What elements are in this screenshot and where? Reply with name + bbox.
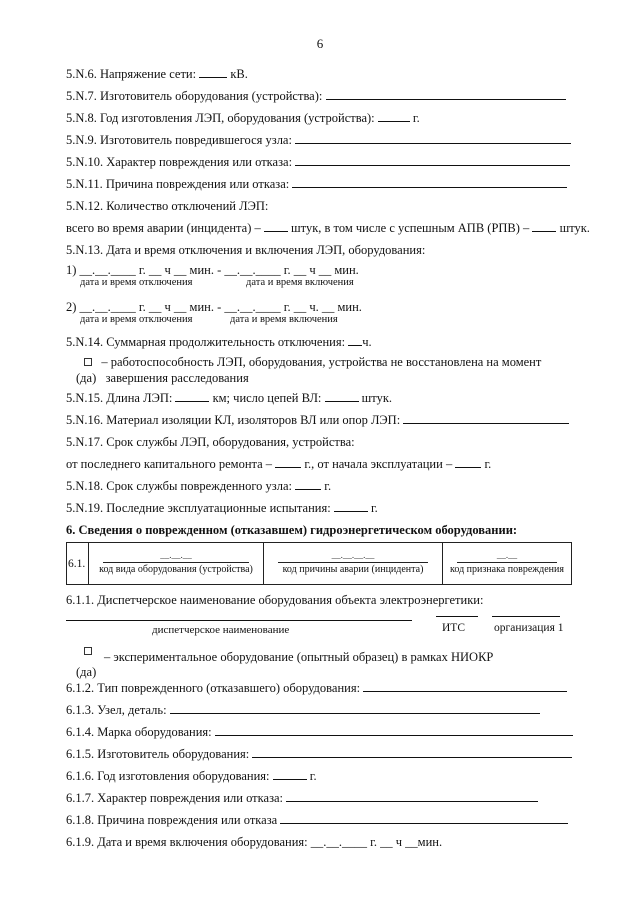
item-614 bbox=[66, 724, 573, 740]
blank-node[interactable] bbox=[170, 702, 540, 714]
caption-dispatch-name: диспетчерское наименование bbox=[152, 624, 290, 636]
label-damage-character: 5.N.10. Характер повреждения или отказа: bbox=[66, 155, 293, 169]
unit-year-2: г. bbox=[484, 457, 492, 471]
item-618 bbox=[66, 812, 568, 828]
label-manufacturer: 5.N.7. Изготовитель оборудования (устройства): bbox=[66, 89, 323, 103]
item-5n12-detail bbox=[66, 220, 590, 236]
label-circuits: км; число цепей ВЛ: bbox=[212, 391, 322, 405]
item-5n8 bbox=[66, 110, 420, 126]
blank-damage-character[interactable] bbox=[295, 154, 570, 166]
blank-node-service[interactable] bbox=[295, 478, 321, 490]
blank-total-outages[interactable] bbox=[264, 220, 288, 232]
item-5n13: 5.N.13. Дата и время отключения и включения ЛЭП, оборудования: bbox=[66, 243, 426, 257]
item-615 bbox=[66, 746, 572, 762]
label-total-duration: 5.N.14. Суммарная продолжительность отключения: bbox=[66, 335, 346, 349]
not-restored-text-2: завершения расследования bbox=[105, 371, 249, 385]
label-total-outages: всего во время аварии (инцидента) – bbox=[66, 221, 261, 235]
datetime-1[interactable]: 1) __.__.____ г. __ ч __ мин. - __.__.____ г. __ ч __ мин. bbox=[66, 263, 359, 277]
dash-equipment-code: __.__.__ bbox=[103, 549, 249, 563]
label-since-start: г., от начала эксплуатации – bbox=[304, 457, 453, 471]
caption-off-2: дата и время отключения bbox=[80, 314, 193, 325]
item-5n19 bbox=[66, 500, 378, 516]
table-row-label: 6.1. bbox=[67, 543, 89, 585]
label-brand: 6.1.4. Марка оборудования: bbox=[66, 725, 212, 739]
blank-insulation[interactable] bbox=[403, 412, 569, 424]
blank-brand[interactable] bbox=[215, 724, 573, 736]
blank-equipment-cause[interactable] bbox=[280, 812, 568, 824]
label-equipment-type: 6.1.2. Тип поврежденного (отказавшего) оборудования: bbox=[66, 681, 361, 695]
unit-pieces-2: штук. bbox=[361, 391, 393, 405]
label-equipment-year: 6.1.6. Год изготовления оборудования: bbox=[66, 769, 270, 783]
dash-cause-code: __.__.__.__ bbox=[278, 549, 428, 563]
item-5n14 bbox=[66, 334, 372, 350]
label-voltage: 5.N.6. Напряжение сети: bbox=[66, 67, 197, 81]
unit-year-3: г. bbox=[324, 479, 332, 493]
blank-since-start[interactable] bbox=[455, 456, 481, 468]
blank-total-duration[interactable] bbox=[348, 334, 362, 346]
dash-damage-code: __.__ bbox=[457, 549, 557, 563]
label-damage-cause: 5.N.11. Причина повреждения или отказа: bbox=[66, 177, 290, 191]
item-619[interactable]: 6.1.9. Дата и время включения оборудования: __.__.____ г. __ ч __мин. bbox=[66, 835, 443, 849]
blank-last-tests[interactable] bbox=[334, 500, 368, 512]
label-node-manufacturer: 5.N.9. Изготовитель повредившегося узла: bbox=[66, 133, 292, 147]
unit-year-4: г. bbox=[370, 501, 378, 515]
blank-voltage[interactable] bbox=[199, 66, 227, 78]
caption-cause-code: код причины аварии (инцидента) bbox=[282, 564, 424, 575]
unit-year-5: г. bbox=[309, 769, 317, 783]
caption-equipment-code: код вида оборудования (устройства) bbox=[99, 564, 253, 575]
label-equipment-cause: 6.1.8. Причина повреждения или отказа bbox=[66, 813, 278, 827]
datetime-2[interactable]: 2) __.__.____ г. __ ч __ мин. - __.__.____ г. __ ч. __ мин. bbox=[66, 300, 362, 314]
not-restored-row-2 bbox=[76, 370, 249, 386]
label-since-repair: от последнего капитального ремонта – bbox=[66, 457, 273, 471]
item-5n10 bbox=[66, 154, 570, 170]
label-equipment-damage: 6.1.7. Характер повреждения или отказа: bbox=[66, 791, 284, 805]
blank-dispatch-name[interactable] bbox=[66, 620, 412, 621]
label-line-length: 5.N.15. Длина ЛЭП: bbox=[66, 391, 173, 405]
item-5n12: 5.N.12. Количество отключений ЛЭП: bbox=[66, 199, 269, 213]
item-5n9 bbox=[66, 132, 571, 148]
caption-off-1: дата и время отключения bbox=[80, 277, 193, 288]
unit-pieces: штук. bbox=[559, 221, 590, 235]
item-611: 6.1.1. Диспетчерское наименование оборудования объекта электроэнергетики: bbox=[66, 593, 484, 607]
blank-node-manufacturer[interactable] bbox=[295, 132, 571, 144]
label-year: 5.N.8. Год изготовления ЛЭП, оборудования (устройства): bbox=[66, 111, 375, 125]
unit-kv: кВ. bbox=[230, 67, 248, 81]
item-616 bbox=[66, 768, 317, 784]
blank-org[interactable] bbox=[492, 616, 560, 617]
item-5n6 bbox=[66, 66, 248, 82]
table-cell-cause-code[interactable] bbox=[264, 543, 443, 585]
yes-label-2: (да) bbox=[76, 665, 97, 679]
item-617 bbox=[66, 790, 538, 806]
item-5n7 bbox=[66, 88, 566, 104]
table-cell-damage-code[interactable] bbox=[443, 543, 572, 585]
item-612 bbox=[66, 680, 567, 696]
section-6-heading: 6. Сведения о поврежденном (отказавшем) гидроэнергетическом оборудовании: bbox=[66, 523, 518, 537]
caption-damage-code: код признака повреждения bbox=[450, 564, 564, 575]
item-5n15 bbox=[66, 390, 392, 406]
label-apv-outages: штук, в том числе с успешным АПВ (РПВ) – bbox=[291, 221, 530, 235]
blank-its[interactable] bbox=[436, 616, 478, 617]
blank-since-repair[interactable] bbox=[275, 456, 301, 468]
unit-hours: ч. bbox=[362, 335, 372, 349]
blank-circuits[interactable] bbox=[325, 390, 359, 402]
item-5n17-detail bbox=[66, 456, 491, 472]
item-613 bbox=[66, 702, 540, 718]
blank-year[interactable] bbox=[378, 110, 410, 122]
blank-manufacturer[interactable] bbox=[326, 88, 566, 100]
blank-damage-cause[interactable] bbox=[292, 176, 567, 188]
label-insulation: 5.N.16. Материал изоляции КЛ, изоляторов ВЛ или опор ЛЭП: bbox=[66, 413, 401, 427]
not-restored-text: – работоспособность ЛЭП, оборудования, устройства не восстановлена на момент bbox=[101, 355, 542, 369]
not-restored-row bbox=[84, 354, 541, 370]
caption-on-2: дата и время включения bbox=[230, 314, 338, 325]
checkbox-not-restored[interactable] bbox=[84, 358, 92, 366]
table-cell-equipment-code[interactable] bbox=[89, 543, 264, 585]
blank-equipment-manufacturer[interactable] bbox=[252, 746, 572, 758]
label-node: 6.1.3. Узел, деталь: bbox=[66, 703, 167, 717]
item-5n11 bbox=[66, 176, 567, 192]
blank-equipment-damage[interactable] bbox=[286, 790, 538, 802]
caption-its: ИТС bbox=[442, 622, 465, 634]
unit-year: г. bbox=[412, 111, 420, 125]
caption-on-1: дата и время включения bbox=[246, 277, 354, 288]
blank-line-length[interactable] bbox=[175, 390, 209, 402]
experimental-text: – экспериментальное оборудование (опытный образец) в рамках НИОКР bbox=[104, 650, 494, 664]
yes-label: (да) bbox=[76, 371, 97, 385]
blank-equipment-year[interactable] bbox=[273, 768, 307, 780]
page-number: 6 bbox=[316, 36, 324, 51]
item-5n17: 5.N.17. Срок службы ЛЭП, оборудования, устройства: bbox=[66, 435, 355, 449]
label-equipment-manufacturer: 6.1.5. Изготовитель оборудования: bbox=[66, 747, 250, 761]
item-5n16 bbox=[66, 412, 569, 428]
codes-table bbox=[66, 542, 572, 585]
caption-org: организация 1 bbox=[494, 622, 564, 634]
blank-equipment-type[interactable] bbox=[363, 680, 567, 692]
checkbox-experimental[interactable] bbox=[84, 647, 92, 655]
blank-apv-outages[interactable] bbox=[532, 220, 556, 232]
label-node-service: 5.N.18. Срок службы поврежденного узла: bbox=[66, 479, 292, 493]
item-5n18 bbox=[66, 478, 331, 494]
label-last-tests: 5.N.19. Последние эксплуатационные испытания: bbox=[66, 501, 331, 515]
